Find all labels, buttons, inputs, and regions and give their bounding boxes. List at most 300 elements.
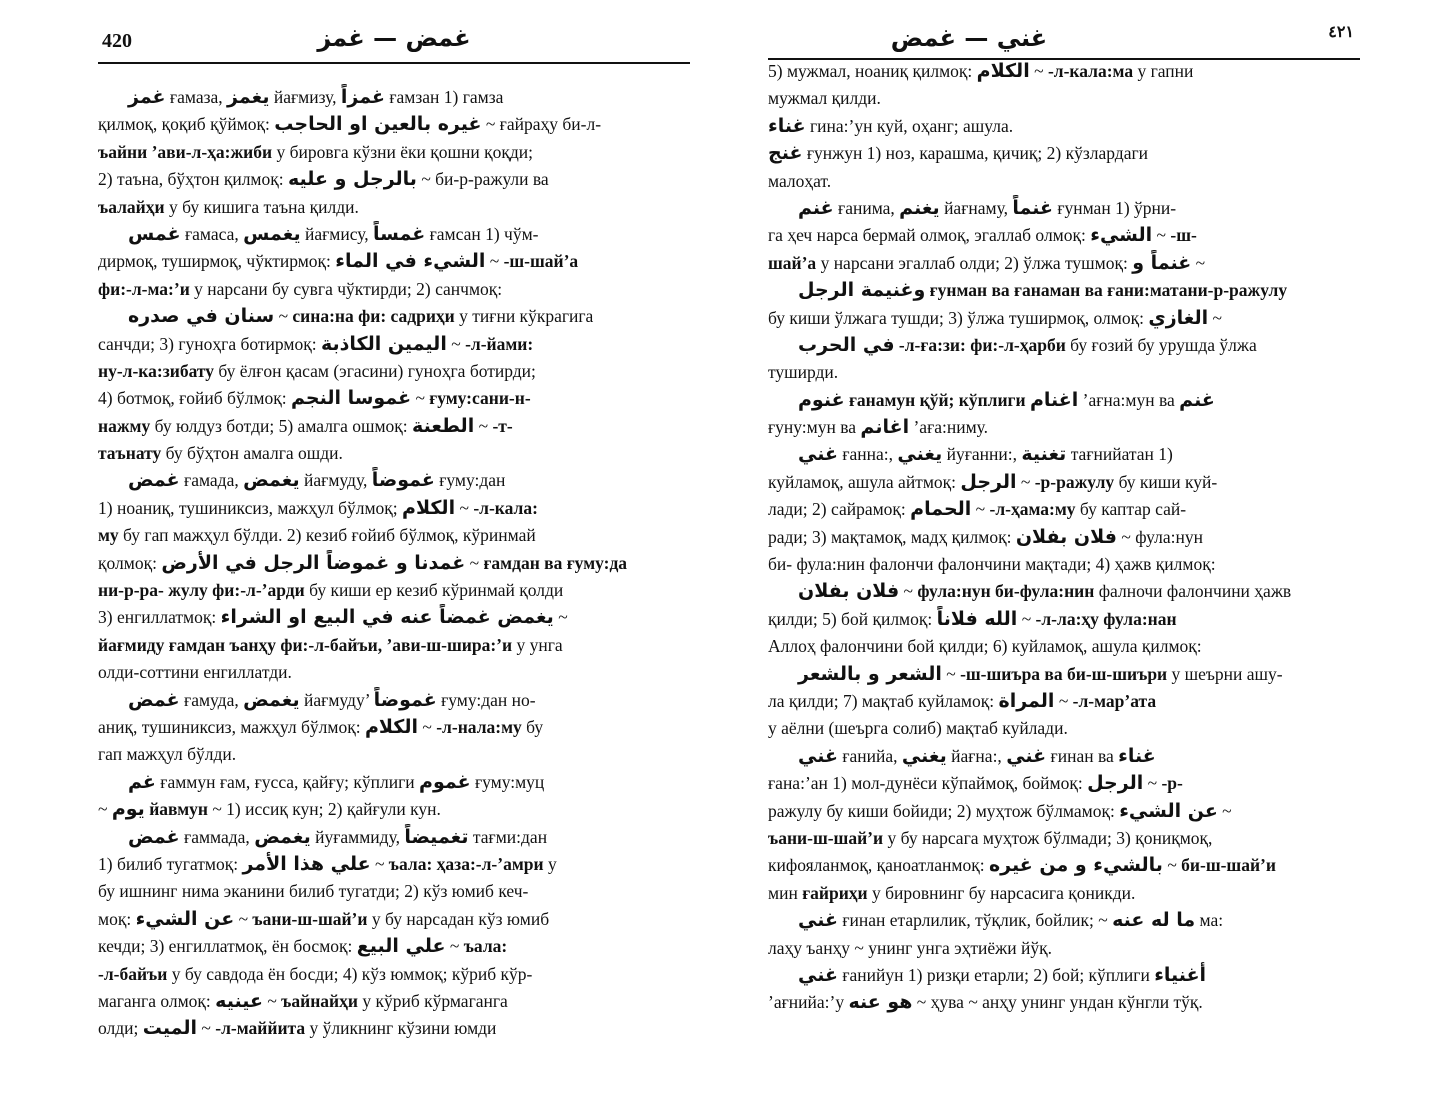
text-line: [768, 387, 1360, 414]
arabic-term: غناء: [1118, 744, 1156, 767]
definition-text: га ҳеч нарса бермай олмоқ, эгаллаб олмоқ:: [768, 225, 1091, 246]
definition-text: ~: [197, 1018, 216, 1039]
definition-text: 4) ботмоқ, ғойиб бўлмоқ:: [98, 388, 291, 409]
definition-text: ’аға:ниму.: [909, 417, 989, 438]
text-line: [768, 551, 1360, 578]
definition-text: ~: [1016, 471, 1035, 492]
definition-text: олди-соттини енгиллатди.: [98, 662, 292, 683]
definition-text: қилди; 5) бой қилмоқ:: [768, 608, 937, 629]
definition-text: у кўриб кўрмаганга: [357, 990, 508, 1011]
text-line: [98, 577, 690, 604]
text-line: [768, 250, 1360, 277]
transliteration: ғайриҳи: [802, 882, 868, 903]
running-head: غني — غمض: [890, 24, 1048, 52]
definition-text: 5) мужмал, ноаниқ қилмоқ:: [768, 61, 977, 81]
text-line: [98, 550, 690, 577]
text-line: [768, 743, 1360, 770]
arabic-term: عن الشيء: [135, 907, 235, 930]
definition-text: қолмоқ:: [98, 552, 162, 573]
definition-text: 2) таъна, бўҳтон қилмоқ:: [98, 169, 288, 190]
text-line: [768, 880, 1360, 907]
arabic-term: غيره بالعين او الحاجب: [274, 113, 482, 136]
arabic-term: الكلام: [364, 715, 419, 738]
arabic-term: غمساً: [373, 222, 426, 245]
definition-text: бу киши ўлжага тушди; 3) ўлжа туширмоқ, олмоқ:: [768, 307, 1149, 328]
text-line: [98, 632, 690, 659]
arabic-term: الله فلاناً: [936, 607, 1018, 630]
text-line: [98, 221, 690, 248]
transliteration: -л-ға:зи: фи:-л-ҳарби: [898, 334, 1066, 355]
text-line: [768, 168, 1360, 195]
transliteration: фи:-л-ма:’и: [98, 278, 190, 299]
entry-column: [768, 58, 1360, 1017]
definition-text: йуғанни:,: [942, 444, 1022, 465]
text-line: [768, 441, 1360, 468]
arabic-term: بالشيء و من غيره: [988, 854, 1163, 877]
definition-text: ~ ҳува ~ анҳу унинг ундан кўнгли тўқ.: [912, 992, 1203, 1013]
definition-text: ’ағнийа:’у: [768, 992, 849, 1013]
definition-text: олди;: [98, 1018, 143, 1039]
definition-text: ~: [274, 306, 293, 327]
definition-text: ~ би-р-ражули ва: [416, 169, 549, 190]
text-line: [98, 659, 690, 686]
definition-text: у бировга кўзни ёки қошни қоқди;: [272, 141, 533, 162]
running-head: غمض — غمز: [317, 24, 471, 52]
transliteration: ғуму:сани-н-: [429, 388, 531, 409]
arabic-term: أغنياء: [1154, 963, 1207, 986]
transliteration: -ш-: [1170, 225, 1197, 246]
arabic-term: يغمز: [227, 86, 270, 108]
arabic-term: غم: [128, 770, 156, 793]
transliteration: нажму: [98, 415, 151, 436]
definition-text: ~: [446, 333, 466, 354]
definition-text: бу ишнинг нима эканини билиб тугатди; 2) кўз юмиб кеч-: [98, 881, 529, 902]
definition-text: у бу нарсага муҳтож бўлмади; 3) қониқмоқ,: [883, 827, 1213, 848]
text-line: [98, 495, 690, 522]
arabic-term: الكلام: [976, 60, 1030, 82]
definition-text: лади; 2) сайрамоқ:: [768, 499, 911, 520]
definition-text: ғанна:,: [837, 444, 898, 465]
transliteration: ъала:: [463, 936, 508, 957]
definition-text: бу ғозий бу урушда ўлжа: [1065, 334, 1257, 355]
transliteration: ъалайҳи: [98, 196, 165, 217]
transliteration: фула:нун би-фула:нин: [917, 581, 1095, 602]
arabic-term: بالرجل و عليه: [288, 168, 417, 191]
text-line: [768, 222, 1360, 249]
arabic-term: هو عنه: [848, 991, 913, 1014]
definition-text: ~: [455, 497, 474, 518]
arabic-term: يغمس: [243, 222, 301, 245]
definition-text: ~: [98, 799, 112, 820]
text-line: [768, 359, 1360, 386]
arabic-term: سنان في صدره: [128, 305, 275, 328]
text-line: [98, 741, 690, 768]
text-line: [98, 413, 690, 440]
transliteration: би-ш-шай’и: [1181, 855, 1276, 876]
transliteration: -ш-шиъра ва би-ш-шиъри: [960, 663, 1168, 684]
arabic-term: غني: [798, 744, 838, 767]
arabic-term: غموضاً: [371, 469, 435, 492]
text-line: [768, 798, 1360, 825]
text-line: [98, 276, 690, 303]
definition-text: ~ фула:нун: [1116, 526, 1203, 547]
transliteration: ъайни ’ави-л-ҳа:жиби: [98, 141, 273, 162]
arabic-term: غمض: [128, 825, 180, 848]
definition-text: ғамаса,: [180, 223, 244, 244]
definition-text: ғамсан 1) чўм-: [425, 223, 539, 244]
text-line: [768, 496, 1360, 523]
text-line: [98, 878, 690, 905]
definition-text: бу киши ер кезиб кўринмай қолди: [304, 580, 564, 601]
transliteration: -л-мар’ата: [1072, 690, 1157, 711]
text-line: [768, 907, 1360, 934]
arabic-term: غنج: [768, 142, 803, 165]
text-line: [98, 166, 690, 193]
definition-text: ~: [411, 388, 430, 409]
arabic-term: تغميضاً: [404, 825, 469, 848]
text-line: [98, 358, 690, 385]
definition-text: тағми:дан: [468, 826, 548, 847]
definition-text: йағна:,: [946, 745, 1007, 766]
text-line: [768, 85, 1360, 112]
arabic-term: غموضاً: [373, 688, 437, 711]
transliteration: ну-л-ка:зибату: [98, 360, 214, 381]
transliteration: ъани-ш-шай’и: [768, 827, 884, 848]
transliteration: ъани-ш-шай’и: [252, 908, 368, 929]
definition-text: ғамуда,: [179, 689, 244, 710]
text-line: [98, 604, 690, 631]
arabic-term: الميت: [142, 1017, 198, 1040]
arabic-term: غنم: [798, 196, 834, 219]
text-line: [768, 715, 1360, 742]
text-line: [768, 277, 1360, 304]
definition-text: ~: [465, 552, 484, 573]
definition-text: ғамаза,: [165, 87, 228, 107]
transliteration: йавмун: [149, 799, 208, 820]
definition-text: у ўликнинг кўзини юмди: [305, 1018, 497, 1039]
arabic-term: وغنيمة الرجل: [798, 279, 926, 302]
arabic-term: يغمض غمضاً عنه في البيع او الشراء: [220, 606, 554, 629]
arabic-term: عن الشيء: [1119, 799, 1218, 822]
text-line: [98, 84, 690, 111]
arabic-term: اليمين الكاذبة: [320, 332, 447, 355]
arabic-term: غمض: [128, 469, 180, 492]
definition-text: қилмоқ, қоқиб қўймоқ:: [98, 114, 275, 135]
definition-text: ғанийун 1) ризқи етарли; 2) бой; кўплиги: [837, 964, 1155, 985]
definition-text: ғаммада,: [179, 826, 255, 847]
definition-text: ғинан етарлилик, тўқлик, бойлик; ~: [837, 910, 1113, 931]
arabic-term: غنم: [1179, 388, 1215, 411]
definition-text: ~: [485, 251, 504, 272]
definition-text: ғунжун 1) ноз, карашма, қичиқ; 2) кўзлардаги: [802, 143, 1149, 164]
definition-text: би- фула:нин фалончи фалончини мақтади; 4) ҳажв қилмоқ:: [768, 554, 1216, 575]
definition-text: бу гап мажҳул бўлди. 2) кезиб ғойиб бўлмоқ, кўринмай: [118, 525, 536, 546]
transliteration: -л-ҳама:му: [989, 499, 1076, 520]
definition-text: ғанийа,: [837, 745, 902, 766]
arabic-term: غنوم: [798, 388, 845, 411]
arabic-term: غني: [798, 443, 838, 466]
definition-text: ғанима,: [833, 197, 900, 218]
definition-text: у бу нарсадан кўз юмиб: [367, 908, 550, 929]
definition-text: куйламоқ, ашула айтмоқ:: [768, 471, 961, 492]
text-line: [98, 851, 690, 878]
definition-text: ғунман 1) ўрни-: [1052, 197, 1177, 218]
definition-text: ғамзан 1) гамза: [384, 87, 504, 107]
text-line: [98, 687, 690, 714]
arabic-term: يغمض: [243, 469, 300, 492]
arabic-term: الكلام: [402, 496, 456, 519]
definition-text: бу киши куй-: [1114, 471, 1218, 492]
definition-text: ғуму:муц: [470, 771, 545, 792]
text-line: [98, 522, 690, 549]
transliteration: -л-маййита: [215, 1018, 306, 1039]
definition-text: ~ 1) иссиқ кун; 2) қайғули кун.: [207, 799, 441, 820]
definition-text: мин: [768, 882, 803, 903]
transliteration: -л-ла:ҳу фула:нан: [1035, 608, 1177, 629]
text-line: [98, 467, 690, 494]
text-line: [768, 962, 1360, 989]
transliteration: -т-: [492, 415, 513, 436]
definition-text: йағмуду’: [299, 689, 374, 710]
arabic-term: يغني: [897, 443, 943, 466]
text-line: [98, 824, 690, 851]
transliteration: -л-йами:: [465, 333, 534, 354]
entry-column: [98, 84, 690, 1043]
definition-text: ғаммун ғам, ғусса, қайғу; кўплиги: [155, 771, 420, 792]
transliteration: ғанамун: [848, 389, 916, 410]
arabic-term: يغنم: [899, 196, 940, 219]
definition-text: ма:: [1195, 910, 1224, 931]
arabic-term: غموسا النجم: [291, 387, 412, 410]
definition-text: у нарсани эгаллаб олди; 2) ўлжа тушмоқ:: [816, 252, 1133, 273]
text-line: [768, 332, 1360, 359]
arabic-term: يغني: [901, 744, 947, 767]
transliteration: таънату: [98, 443, 162, 464]
definition-text: мужмал қилди.: [768, 88, 881, 109]
arabic-term: الغازي: [1148, 306, 1209, 329]
definition-text: аниқ, тушиниксиз, мажҳул бўлмоқ:: [98, 716, 365, 737]
transliteration: -л-кала:: [473, 497, 538, 518]
definition-text: моқ:: [98, 908, 136, 929]
definition-text: у нарсани бу сувга чўктирди; 2) санчмоқ:: [189, 278, 503, 299]
definition-text: ғуну:мун ва: [768, 417, 861, 438]
definition-text: у тиғни кўкрагига: [454, 306, 594, 327]
arabic-term: غمدنا و غموضاً الرجل في الأرض: [161, 551, 466, 574]
definition-text: йағмизу,: [269, 87, 341, 107]
text-line: [768, 195, 1360, 222]
arabic-term: اغنام: [1029, 388, 1079, 411]
transliteration: ни-р-ра- жулу фи:-л-’арди: [98, 580, 305, 601]
text-line: [768, 633, 1360, 660]
arabic-term: غمزاً: [340, 86, 385, 108]
definition-text: ~: [1017, 608, 1036, 629]
definition-text: ~: [445, 936, 464, 957]
definition-text: у бу савдода ён босди; 4) кўз юммоқ; кўриб кўр-: [167, 963, 533, 984]
text-line: [98, 440, 690, 467]
arabic-term: عينيه: [215, 989, 263, 1012]
arabic-term: غموم: [419, 770, 471, 793]
definition-text: туширди.: [768, 362, 839, 383]
definition-text: бу каптар сай-: [1075, 499, 1187, 520]
transliteration: -л-байъи: [98, 963, 168, 984]
definition-text: ~: [1054, 690, 1073, 711]
definition-text: ғамада,: [179, 470, 244, 491]
definition-text: ла қилди; 7) мақтаб куйламоқ:: [768, 690, 999, 711]
page-number: ٤٢١: [1328, 24, 1354, 41]
text-line: [768, 852, 1360, 879]
arabic-term: علي هذا الأمر: [242, 852, 371, 875]
arabic-term: المراة: [998, 689, 1055, 712]
definition-text: 1) билиб тугатмоқ:: [98, 853, 243, 874]
definition-text: йуғаммиду,: [310, 826, 405, 847]
definition-text: кечди; 3) енгиллатмоқ, ён босмоқ:: [98, 936, 357, 957]
definition-text: 3) енгиллатмоқ:: [98, 607, 221, 628]
definition-text: ғуму:дан: [434, 470, 506, 491]
arabic-term: الشيء في الماء: [335, 250, 486, 273]
definition-text: ~: [1217, 800, 1232, 821]
definition-text: санчди; 3) гуноҳга ботирмоқ:: [98, 333, 321, 354]
text-line: [98, 988, 690, 1015]
transliteration: -л-кала:ма: [1047, 61, 1134, 81]
definition-text: у бу кишига таъна қилди.: [164, 196, 359, 217]
text-line: [768, 578, 1360, 605]
text-line: [768, 58, 1360, 85]
arabic-term: غني: [798, 963, 838, 986]
text-line: [768, 661, 1360, 688]
definition-text: у унга: [512, 634, 563, 655]
left-page: [98, 0, 690, 1114]
definition-text: ~: [1208, 307, 1223, 328]
arabic-term: في الحرب: [798, 333, 895, 356]
text-line: [768, 140, 1360, 167]
transliteration: шай’а: [768, 252, 817, 273]
arabic-term: فلان بفلان: [798, 580, 900, 603]
definition-text: бу юлдуз ботди; 5) амалга ошмоқ:: [150, 415, 413, 436]
definition-text: бу бўҳтон амалга ошди.: [161, 443, 343, 464]
arabic-term: غناء: [768, 114, 806, 137]
definition-text: фалночи фалончини ҳажв: [1094, 581, 1292, 602]
right-page: [768, 0, 1360, 1114]
text-line: [98, 139, 690, 166]
definition-text: ~ ғайраҳу би-л-: [481, 114, 602, 135]
definition-text: ~: [1191, 252, 1206, 273]
definition-text: ~: [971, 499, 990, 520]
definition-text: ражулу бу киши бойиди; 2) муҳтож бўлмамоқ:: [768, 800, 1120, 821]
transliteration: ъайнайҳи: [281, 990, 358, 1011]
text-line: [768, 305, 1360, 332]
text-line: [98, 906, 690, 933]
arabic-term: يوم: [111, 798, 145, 821]
arabic-term: الحمام: [910, 498, 972, 521]
definition-text: йағмуду,: [299, 470, 372, 491]
transliteration: сина:на фи: садриҳи: [292, 306, 455, 327]
transliteration: ъала: ҳаза:-л-’амри: [388, 853, 544, 874]
transliteration: -л-нала:му: [436, 716, 522, 737]
text-line: [98, 1015, 690, 1042]
definition-text: ~: [1152, 225, 1171, 246]
text-line: [98, 961, 690, 988]
definition-text: ради; 3) мақтамоқ, мадҳ қилмоқ:: [768, 526, 1016, 547]
definition-text: кифояланмоқ, қаноатланмоқ:: [768, 855, 989, 876]
arabic-term: فلان بفلان: [1015, 525, 1117, 548]
transliteration: -р-ражулу: [1034, 471, 1115, 492]
arabic-term: الرجل: [1087, 772, 1144, 795]
text-line: [768, 606, 1360, 633]
arabic-term: غنماً: [1012, 196, 1053, 219]
arabic-term: الشيء: [1090, 224, 1153, 247]
definition-text: у бировнинг бу нарсасига қоникди.: [867, 882, 1136, 903]
definition-text: тағнийатан 1): [1066, 444, 1173, 465]
definition-text: у шеърни ашу-: [1167, 663, 1283, 684]
arabic-term: الشعر و بالشعر: [798, 662, 942, 685]
transliteration: ғунман ва ғанаман ва ғани:матани-р-ражулу: [929, 280, 1288, 301]
definition-text: ~: [474, 415, 493, 436]
definition-text: Аллоҳ фалончини бой қилди; 6) куйламоқ, ашула қилмоқ:: [768, 636, 1202, 657]
definition-text: ’ағна:мун ва: [1078, 389, 1180, 410]
text-line: [768, 113, 1360, 140]
text-line: [768, 935, 1360, 962]
arabic-term: يغمض: [243, 688, 300, 711]
text-line: [768, 770, 1360, 797]
definition-text: ғана:’ан 1) мол-дунёси кўпаймоқ, боймоқ:: [768, 773, 1088, 794]
text-line: [98, 385, 690, 412]
arabic-term: غنماً و: [1132, 251, 1192, 274]
transliteration: ғамдан ва ғуму:да: [483, 552, 628, 573]
definition-text: малоҳат.: [768, 170, 832, 191]
text-line: [768, 469, 1360, 496]
definition-text: ~: [234, 908, 253, 929]
definition-text: у аёлни (шеърга солиб) мақтаб куйлади.: [768, 718, 1068, 739]
arabic-term: غني: [798, 909, 838, 932]
definition-text: бу: [521, 716, 544, 737]
definition-text: ~: [899, 581, 918, 602]
text-line: [768, 688, 1360, 715]
definition-text: ~: [1143, 773, 1162, 794]
text-line: [98, 248, 690, 275]
definition-text: ғинан ва: [1046, 745, 1119, 766]
header-rule: [98, 62, 690, 64]
definition-text: йағмису,: [300, 223, 374, 244]
definition-text: ~: [1162, 855, 1182, 876]
arabic-term: الطعنة: [412, 414, 475, 437]
text-line: [98, 303, 690, 330]
definition-text: у: [543, 853, 557, 874]
definition-text: маганга олмоқ:: [98, 990, 216, 1011]
definition-text: ~: [418, 716, 437, 737]
arabic-term: غمس: [128, 222, 181, 245]
text-line: [98, 933, 690, 960]
arabic-term: يغمض: [254, 825, 311, 848]
arabic-term: ما له عنه: [1112, 909, 1196, 932]
arabic-term: غمض: [128, 688, 180, 711]
text-line: [98, 111, 690, 138]
text-line: [768, 414, 1360, 441]
arabic-term: علي البيع: [356, 935, 446, 958]
definition-text: ~: [941, 663, 961, 684]
text-line: [98, 796, 690, 823]
definition-text: у гапни: [1133, 61, 1194, 81]
transliteration: му: [98, 525, 119, 546]
arabic-term: الرجل: [960, 470, 1017, 493]
definition-text: дирмоқ, туширмоқ, чўктирмоқ:: [98, 251, 336, 272]
arabic-term: غمز: [128, 86, 166, 108]
definition-text: гап мажҳул бўлди.: [98, 744, 237, 765]
text-line: [768, 825, 1360, 852]
text-line: [768, 524, 1360, 551]
definition-text: ~: [553, 607, 568, 628]
text-line: [98, 194, 690, 221]
definition-text: ~: [1029, 61, 1048, 81]
